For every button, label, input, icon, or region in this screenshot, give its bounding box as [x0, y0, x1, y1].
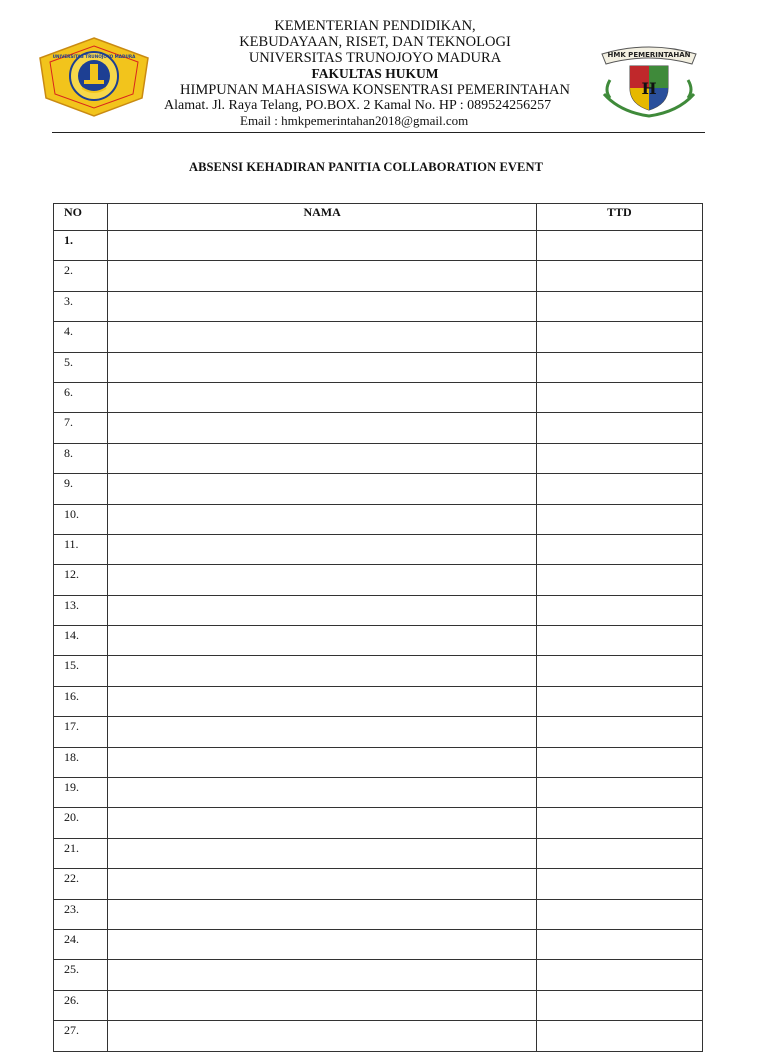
document-title: ABSENSI KEHADIRAN PANITIA COLLABORATION EVENT [188, 160, 544, 174]
row-number: 4. [54, 322, 108, 352]
signature-cell[interactable] [536, 443, 702, 473]
name-cell[interactable] [108, 382, 536, 412]
name-cell[interactable] [108, 231, 536, 261]
table-row [54, 808, 703, 838]
name-cell[interactable] [108, 808, 536, 838]
row-number: 13. [54, 595, 108, 625]
table-row [54, 291, 703, 321]
row-number: 18. [54, 747, 108, 777]
table-row [54, 747, 703, 777]
row-number: 16. [54, 686, 108, 716]
signature-cell[interactable] [536, 656, 702, 686]
hmk-logo [596, 38, 702, 120]
ministry-line-2: KEBUDAYAAN, RISET, DAN TEKNOLOGI [239, 34, 511, 50]
signature-cell[interactable] [536, 291, 702, 321]
signature-cell[interactable] [536, 534, 702, 564]
name-cell[interactable] [108, 990, 536, 1020]
table-row [54, 869, 703, 899]
name-cell[interactable] [108, 869, 536, 899]
row-number: 17. [54, 717, 108, 747]
row-number: 25. [54, 960, 108, 990]
header-nama: NAMA [108, 204, 536, 231]
name-cell[interactable] [108, 626, 536, 656]
name-cell[interactable] [108, 929, 536, 959]
name-cell[interactable] [108, 291, 536, 321]
header-no: NO [54, 204, 108, 231]
table-row [54, 686, 703, 716]
row-number: 6. [54, 382, 108, 412]
table-row [54, 656, 703, 686]
table-row [54, 231, 703, 261]
table-row [54, 382, 703, 412]
signature-cell[interactable] [536, 899, 702, 929]
name-cell[interactable] [108, 565, 536, 595]
table-row [54, 838, 703, 868]
table-row [54, 565, 703, 595]
name-cell[interactable] [108, 443, 536, 473]
table-row [54, 534, 703, 564]
right-logo-text: HMK PEMERINTAHAN [607, 51, 691, 59]
name-cell[interactable] [108, 747, 536, 777]
row-number: 5. [54, 352, 108, 382]
signature-cell[interactable] [536, 778, 702, 808]
name-cell[interactable] [108, 261, 536, 291]
signature-cell[interactable] [536, 717, 702, 747]
name-cell[interactable] [108, 960, 536, 990]
university-name: UNIVERSITAS TRUNOJOYO MADURA [248, 50, 502, 66]
name-cell[interactable] [108, 595, 536, 625]
left-logo-text: UNIVERSITAS TRUNOJOYO MADURA [52, 54, 136, 59]
row-number: 8. [54, 443, 108, 473]
name-cell[interactable] [108, 686, 536, 716]
signature-cell[interactable] [536, 595, 702, 625]
table-row [54, 899, 703, 929]
signature-cell[interactable] [536, 626, 702, 656]
table-row [54, 474, 703, 504]
signature-cell[interactable] [536, 382, 702, 412]
row-number: 19. [54, 778, 108, 808]
name-cell[interactable] [108, 838, 536, 868]
signature-cell[interactable] [536, 808, 702, 838]
signature-cell[interactable] [536, 1021, 702, 1051]
name-cell[interactable] [108, 413, 536, 443]
row-number: 21. [54, 838, 108, 868]
table-row [54, 261, 703, 291]
signature-cell[interactable] [536, 413, 702, 443]
name-cell[interactable] [108, 717, 536, 747]
row-number: 9. [54, 474, 108, 504]
name-cell[interactable] [108, 322, 536, 352]
ministry-line-1: KEMENTERIAN PENDIDIKAN, [274, 18, 476, 34]
row-number: 15. [54, 656, 108, 686]
name-cell[interactable] [108, 656, 536, 686]
name-cell[interactable] [108, 474, 536, 504]
row-number: 26. [54, 990, 108, 1020]
row-number: 3. [54, 291, 108, 321]
row-number: 12. [54, 565, 108, 595]
letterhead [150, 18, 600, 128]
signature-cell[interactable] [536, 869, 702, 899]
signature-cell[interactable] [536, 990, 702, 1020]
signature-cell[interactable] [536, 261, 702, 291]
table-row [54, 413, 703, 443]
header-ttd: TTD [536, 204, 702, 231]
table-row [54, 929, 703, 959]
row-number: 14. [54, 626, 108, 656]
table-row [54, 443, 703, 473]
table-row [54, 960, 703, 990]
email-line: Email : hmkpemerintahan2018@gmail.com [240, 113, 469, 128]
signature-cell[interactable] [536, 565, 702, 595]
table-row [54, 504, 703, 534]
university-logo [38, 36, 150, 118]
table-row [54, 595, 703, 625]
name-cell[interactable] [108, 899, 536, 929]
row-number: 1. [54, 231, 108, 261]
signature-cell[interactable] [536, 322, 702, 352]
row-number: 22. [54, 869, 108, 899]
attendance-table [53, 203, 703, 1052]
signature-cell[interactable] [536, 838, 702, 868]
name-cell[interactable] [108, 352, 536, 382]
letterhead-divider [52, 132, 705, 133]
row-number: 2. [54, 261, 108, 291]
table-header-row [54, 204, 703, 231]
table-row [54, 322, 703, 352]
signature-cell[interactable] [536, 352, 702, 382]
signature-cell[interactable] [536, 686, 702, 716]
faculty-name: FAKULTAS HUKUM [311, 66, 439, 81]
signature-cell[interactable] [536, 929, 702, 959]
table-row [54, 1021, 703, 1051]
name-cell[interactable] [108, 534, 536, 564]
row-number: 20. [54, 808, 108, 838]
signature-cell[interactable] [536, 504, 702, 534]
svg-text:H: H [641, 79, 657, 98]
row-number: 23. [54, 899, 108, 929]
table-row [54, 352, 703, 382]
row-number: 24. [54, 929, 108, 959]
address-line: Alamat. Jl. Raya Telang, PO.BOX. 2 Kamal No. HP : 089524256257 [164, 98, 552, 113]
table-row [54, 990, 703, 1020]
row-number: 7. [54, 413, 108, 443]
row-number: 11. [54, 534, 108, 564]
row-number: 27. [54, 1021, 108, 1051]
row-number: 10. [54, 504, 108, 534]
signature-cell[interactable] [536, 474, 702, 504]
table-row [54, 717, 703, 747]
signature-cell[interactable] [536, 960, 702, 990]
signature-cell[interactable] [536, 231, 702, 261]
organization-name: HIMPUNAN MAHASISWA KONSENTRASI PEMERINTAHAN [180, 82, 570, 98]
table-row [54, 778, 703, 808]
name-cell[interactable] [108, 504, 536, 534]
table-row [54, 626, 703, 656]
name-cell[interactable] [108, 1021, 536, 1051]
name-cell[interactable] [108, 778, 536, 808]
signature-cell[interactable] [536, 747, 702, 777]
